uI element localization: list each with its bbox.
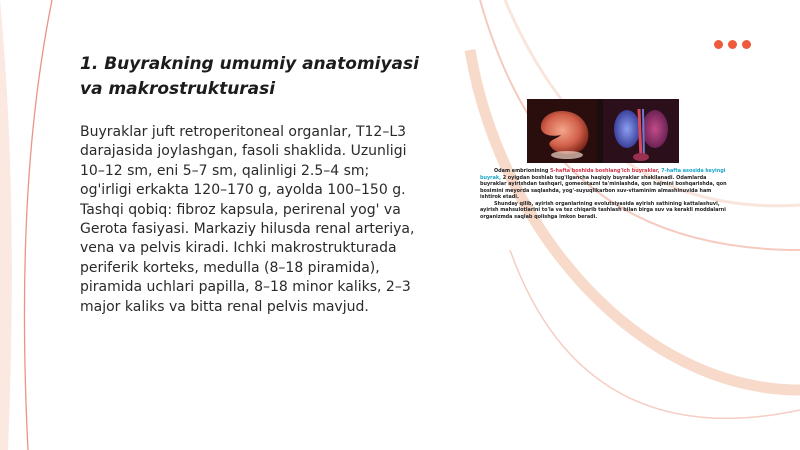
- caption-highlight-red: 5-hafta boshida boshlang'ich buyraklar,: [550, 168, 660, 174]
- dot-1: [714, 40, 723, 49]
- caption-highlight-cyan: 7-hafta asosida keyingi buyrak,: [480, 168, 726, 181]
- slide-title: 1. Buyrakning umumiy anatomiyasi va makrostrukturasi: [80, 54, 419, 99]
- caption-paragraph-1: [480, 168, 730, 201]
- menu-dots-icon: [714, 40, 751, 49]
- decor-line-left: [24, 0, 52, 450]
- kidney-right: [642, 110, 668, 148]
- caption-paragraph-2: Shunday qilib, ayirish organlarining evolutsiyasida ayirish sathining kattalashuvi, ayirish mahsulotlarini to'la va tez chiqarib tashlash bilan birga suv va kerakli moddalarni organizmda saqlab qolishga imkon beradi.: [480, 200, 726, 220]
- caption-text-rest: 2 oyigdan boshlab tug'ilgancha haqiqiy buyraklar shakllanadi. Odamlarda buyraklar ayirishdan tashqari, gomeostazni ta'minlashda, qon hajmini boshqarishda, qon bosimini meyorda saqlashda, yog'-suyuqlikarbon suv-vitaminim almashinuvida ham ishtirok etadi.: [480, 174, 727, 200]
- dot-3: [742, 40, 751, 49]
- slide-body-text: Buyraklar juft retroperitoneal organlar, T12–L3 darajasida joylashgan, fasoli shaklida. Uzunligi 10–12 sm, eni 5–7 sm, qalinligi 2.5–4 sm; og'irligi erkakta 120–170 g, ayolda 100–150 g. Tashqi qobiq: fibroz kapsula, perirenal yog' va Gerota fasiyasi. Markaziy hilusda renal arteriya, vena va pelvis kiradi. Ichki makrostrukturada periferik korteks, medulla (8–18 piramida), piramida uchlari papilla, 8–18 minor kaliks, 2–3 major kaliks va bitta renal pelvis mavjud.: [80, 124, 415, 315]
- kidney-left: [614, 110, 640, 148]
- caption-text: Odam embrionining: [494, 168, 551, 174]
- embryo-kidney-image: [527, 99, 679, 163]
- image-caption: [480, 168, 730, 220]
- dot-2: [728, 40, 737, 49]
- decor-arc-bottom-right: [510, 250, 800, 418]
- decor-blob-left: [0, 0, 12, 450]
